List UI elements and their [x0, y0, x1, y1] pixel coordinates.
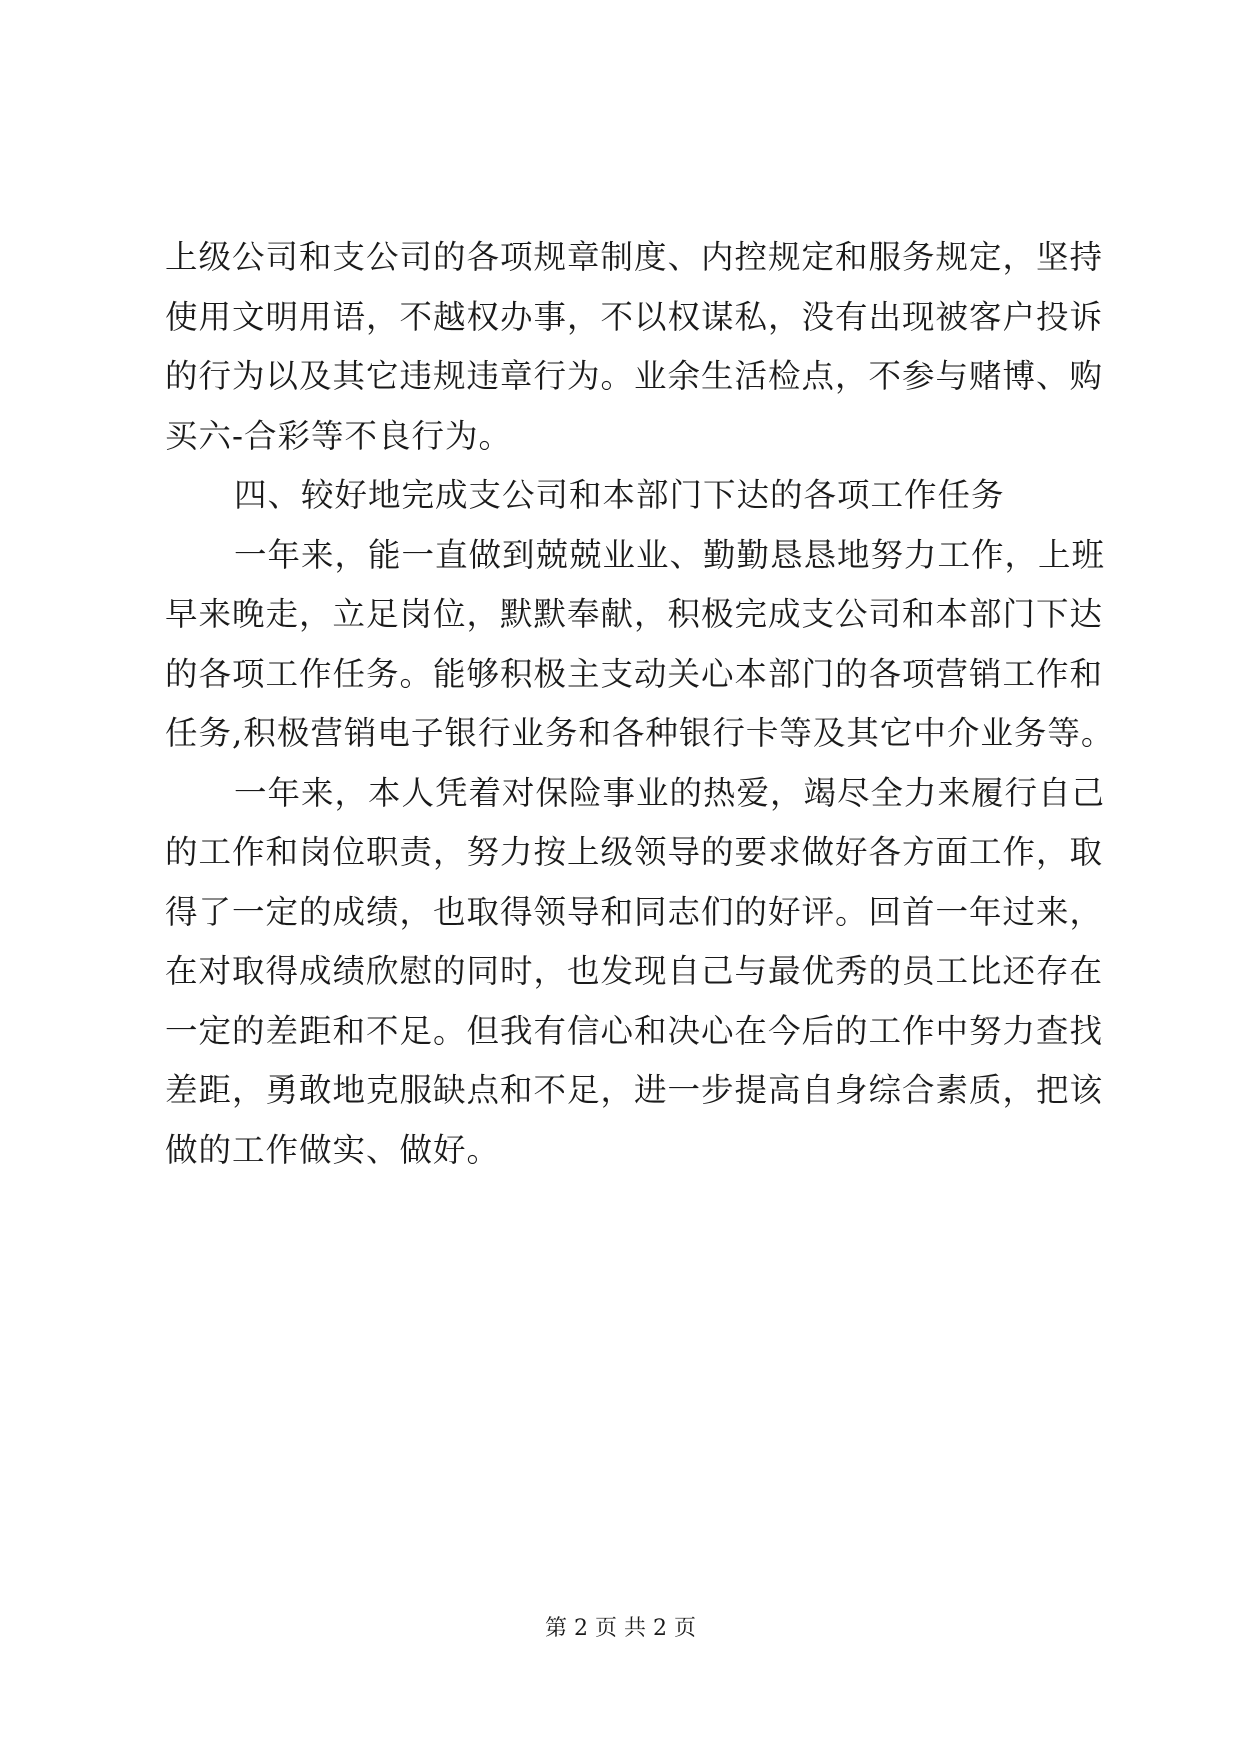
- text-line: 使用文明用语，不越权办事，不以权谋私，没有出现被客户投诉: [165, 297, 1104, 336]
- text-line: 一年来，能一直做到兢兢业业、勤勤恳恳地努力工作，上班: [234, 535, 1106, 574]
- text-line: 的工作和岗位职责，努力按上级领导的要求做好各方面工作，取: [165, 833, 1104, 871]
- text-line: 任务,积极营销电子银行业务和各种银行卡等及其它中介业务等。: [165, 714, 1115, 752]
- section-heading: 四、较好地完成支公司和本部门下达的各项工作任务: [234, 476, 1005, 514]
- text-line: 的各项工作任务。能够积极主支动关心本部门的各项营销工作和: [165, 654, 1104, 693]
- page-number: 第 2 页 共 2 页: [545, 1616, 696, 1641]
- text-line: 的行为以及其它违规违章行为。业余生活检点，不参与赌博、购: [165, 357, 1104, 395]
- text-line: 一定的差距和不足。但我有信心和决心在今后的工作中努力查找: [165, 1011, 1104, 1050]
- text-line: 买六-合彩等不良行为。: [165, 416, 512, 455]
- text-line: 一年来，本人凭着对保险事业的热爱，竭尽全力来履行自己: [234, 773, 1106, 812]
- text-line: 差距，勇敢地克服缺点和不足，进一步提高自身综合素质，把该: [165, 1071, 1104, 1109]
- text-line: 在对取得成绩欣慰的同时，也发现自己与最优秀的员工比还存在: [165, 952, 1104, 990]
- document-body: [165, 228, 1115, 1180]
- text-line: 上级公司和支公司的各项规章制度、内控规定和服务规定，坚持: [165, 238, 1104, 276]
- text-line: 做的工作做实、做好。: [165, 1130, 501, 1169]
- text-line: 早来晚走，立足岗位，默默奉献，积极完成支公司和本部门下达: [165, 595, 1104, 633]
- text-line: 得了一定的成绩，也取得领导和同志们的好评。回首一年过来，: [165, 892, 1104, 931]
